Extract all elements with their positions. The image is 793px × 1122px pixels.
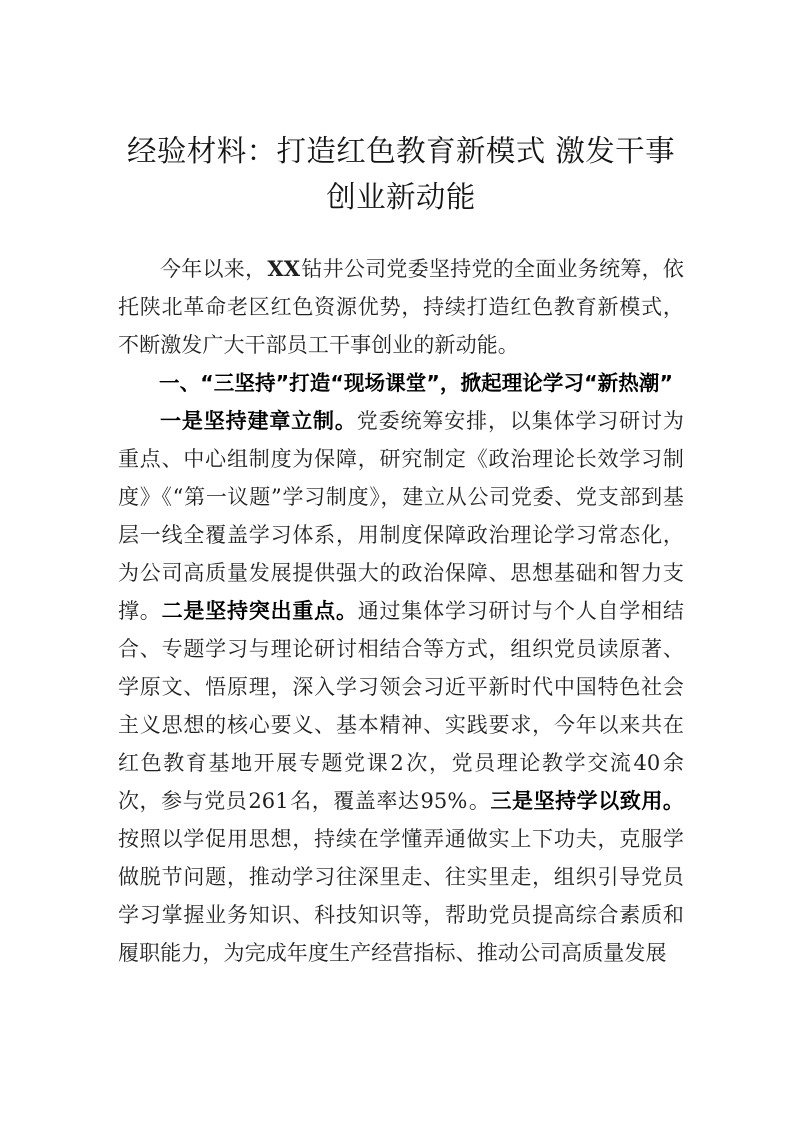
- subpoint-body-2b: 次，党员理论教学交流: [404, 751, 633, 775]
- subpoint-body-2e: 。: [468, 789, 491, 813]
- subpoint-lead-1: 一是坚持建章立制。: [160, 408, 357, 433]
- subpoint-body-2c: 余次，参与党员: [118, 751, 685, 813]
- paragraph-section-1-body: [118, 402, 684, 972]
- page-title-line-2: 创业新动能: [326, 180, 476, 214]
- document-body: [118, 250, 684, 972]
- page-title: [118, 0, 684, 220]
- stat-coverage-rate: 95%: [420, 789, 468, 813]
- section-heading-1: [118, 364, 684, 402]
- subpoint-body-3: 按照以学促用思想，持续在学懂弄通做实上下功夫，克服学做脱节问题，推动学习往深里走、往实里走，组织引导党员学习掌握业务知识、科技知识等，帮助党员提高综合素质和履职能力，为完成年度生产经营指标、推动公司高质量发展: [118, 827, 684, 965]
- subpoint-body-2a: 通过集体学习研讨与个人自学相结合、专题学习与理论研讨相结合等方式，组织党员读原著、学原文、悟原理，深入学习领会习近平新时代中国特色社会主义思想的核心要义、基本精神、实践要求，今年以来共在红色教育基地开展专题党课: [118, 599, 685, 775]
- stat-exchanges-count: 40: [633, 751, 661, 775]
- subpoint-lead-2: 二是坚持突出重点。: [161, 598, 358, 623]
- paragraph-intro: [118, 250, 684, 364]
- subpoint-body-1: 党委统筹安排，以集体学习研讨为重点、中心组制度为保障，研究制定《政治理论长效学习制度》《“第一议题”学习制度》，建立从公司党委、党支部到基层一线全覆盖学习体系，用制度保障政治理论学习常态化，为公司高质量发展提供强大的政治保障、思想基础和智力支撑。: [118, 409, 685, 623]
- section-heading-1-text: 一、“三坚持”打造“现场课堂”，掀起理论学习“新热潮”: [159, 371, 674, 395]
- intro-company-code: XX: [267, 256, 301, 281]
- page-title-line-1: 经验材料：打造红色教育新模式 激发干事: [127, 134, 675, 168]
- subpoint-body-2d: 名，覆盖率达: [289, 789, 420, 813]
- subpoint-lead-3: 三是坚持学以致用。: [490, 788, 684, 813]
- page-content: [118, 0, 684, 972]
- stat-lectures-count: 2: [390, 751, 404, 775]
- stat-members-count: 261: [248, 789, 289, 813]
- intro-run-3: 钻井公司党委坚持党的全面业务统筹，依托陕北革命老区红色资源优势，持续打造红色教育新模式，不断激发广大干部员工干事创业的新动能。: [118, 257, 684, 357]
- intro-run-1: 今年以来，: [160, 257, 267, 281]
